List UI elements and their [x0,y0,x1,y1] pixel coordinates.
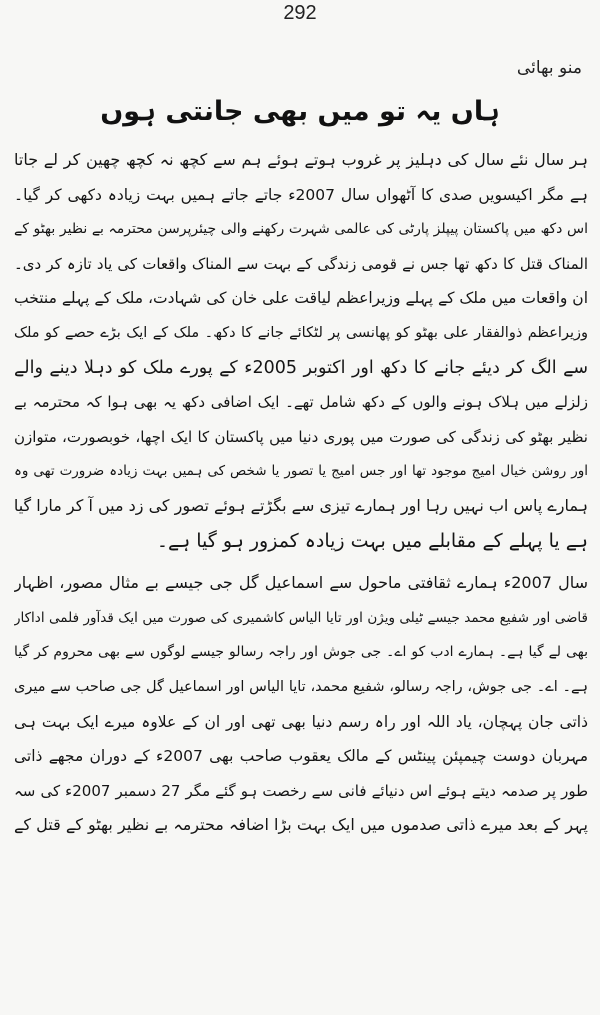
article-title: ہاں یہ تو میں بھی جانتی ہوں [100,96,500,127]
text-line: اس دکھ میں پاکستان پیپلز پارٹی کی عالمی شہرت رکھنے والی چیئرپرسن محترمہ بے نظیر بھٹو کے [14,221,588,238]
text-line: اور روشن خیال امیج موجود تھا اور جس امیج یا تصور یا شخص کی ہمیں بہت زیادہ ضرورت تھی وہ [14,463,588,480]
text-line: وزیراعظم ذوالفقار علی بھٹو کو پھانسی پر لٹکائے جانے کا دکھ۔ ملک کے ایک بڑے حصے کو ملک [14,324,588,341]
author-name: منو بھائی [516,58,582,78]
page-number: 292 [283,2,317,24]
text-line: سال 2007ء ہمارے ثقافتی ماحول سے اسماعیل گل جی جیسے بے مثال مصور، اظہار [14,573,588,593]
text-line: قاضی اور شفیع محمد جیسے ٹیلی ویژن اور تایا الیاس کاشمیری کی صورت میں ایک قدآور فلمی اداکار [14,609,588,626]
text-line: بھی لے گیا ہے۔ ہمارے ادب کو اے۔ جی جوش اور راجہ رسالو جیسے لوگوں سے بھی محروم کر گیا [14,644,588,661]
text-line: پہر کے بعد میرے ذاتی صدموں میں ایک بہت بڑا اضافہ محترمہ بے نظیر بھٹو کے قتل کے [14,815,588,835]
text-line: سے الگ کر دیئے جانے کا دکھ اور اکتوبر 2005ء کے پورے ملک کو دہلا دینے والے [14,357,588,378]
article-body [14,143,588,843]
text-line: المناک قتل کا دکھ تھا جس نے قومی زندگی کے بہت سے المناک واقعات کی یاد تازہ کر دی۔ [14,254,588,273]
text-line: ہر سال نئے سال کی دہلیز پر غروب ہوتے ہوئے ہم سے کچھ نہ کچھ چھین کر لے جاتا [14,150,588,169]
text-line: زلزلے میں ہلاک ہونے والوں کے دکھ شامل تھے۔ ایک اضافی دکھ یہ بھی ہوا کہ محترمہ بے [14,393,588,412]
text-line: ہے۔ اے۔ جی جوش، راجہ رسالو، شفیع محمد، تایا الیاس اور اسماعیل گل جی صاحب سے میری [14,678,588,695]
text-line: مہربان دوست چیمپئن پینٹس کے مالک یعقوب صاحب بھی 2007ء کے دوران مجھے ذاتی [14,747,588,766]
text-line: طور پر صدمہ دیتے ہوئے اس دنیائے فانی سے رخصت ہو گئے مگر 27 دسمبر 2007ء کی سہ [14,781,588,800]
text-line: ہمارے پاس اب نہیں رہا اور ہمارے تیزی سے بگڑتے ہوئے تصور کی زد میں آ کر مارا گیا [14,495,588,515]
paragraph-gap [14,558,588,566]
text-line: نظیر بھٹو کی زندگی کی صورت میں پوری دنیا میں پاکستان کا ایک اچھا، خوبصورت، متوازن [14,427,588,446]
text-line: ان واقعات میں ملک کے پہلے وزیراعظم لیاقت علی خان کی شہادت، ملک کے پہلے منتخب [14,289,588,308]
text-line: ہے یا پہلے کے مقابلے میں بہت زیادہ کمزور ہو گیا ہے۔ [156,529,588,552]
text-line: ذاتی جان پہچان، یاد اللہ اور راہ رسم دنیا بھی تھی اور ان کے علاوہ میرے ایک بہت ہی [14,712,588,731]
text-line: ہے مگر اکیسویں صدی کا آٹھواں سال 2007ء جاتے جاتے ہمیں بہت زیادہ دکھی کر گیا۔ [14,185,588,204]
